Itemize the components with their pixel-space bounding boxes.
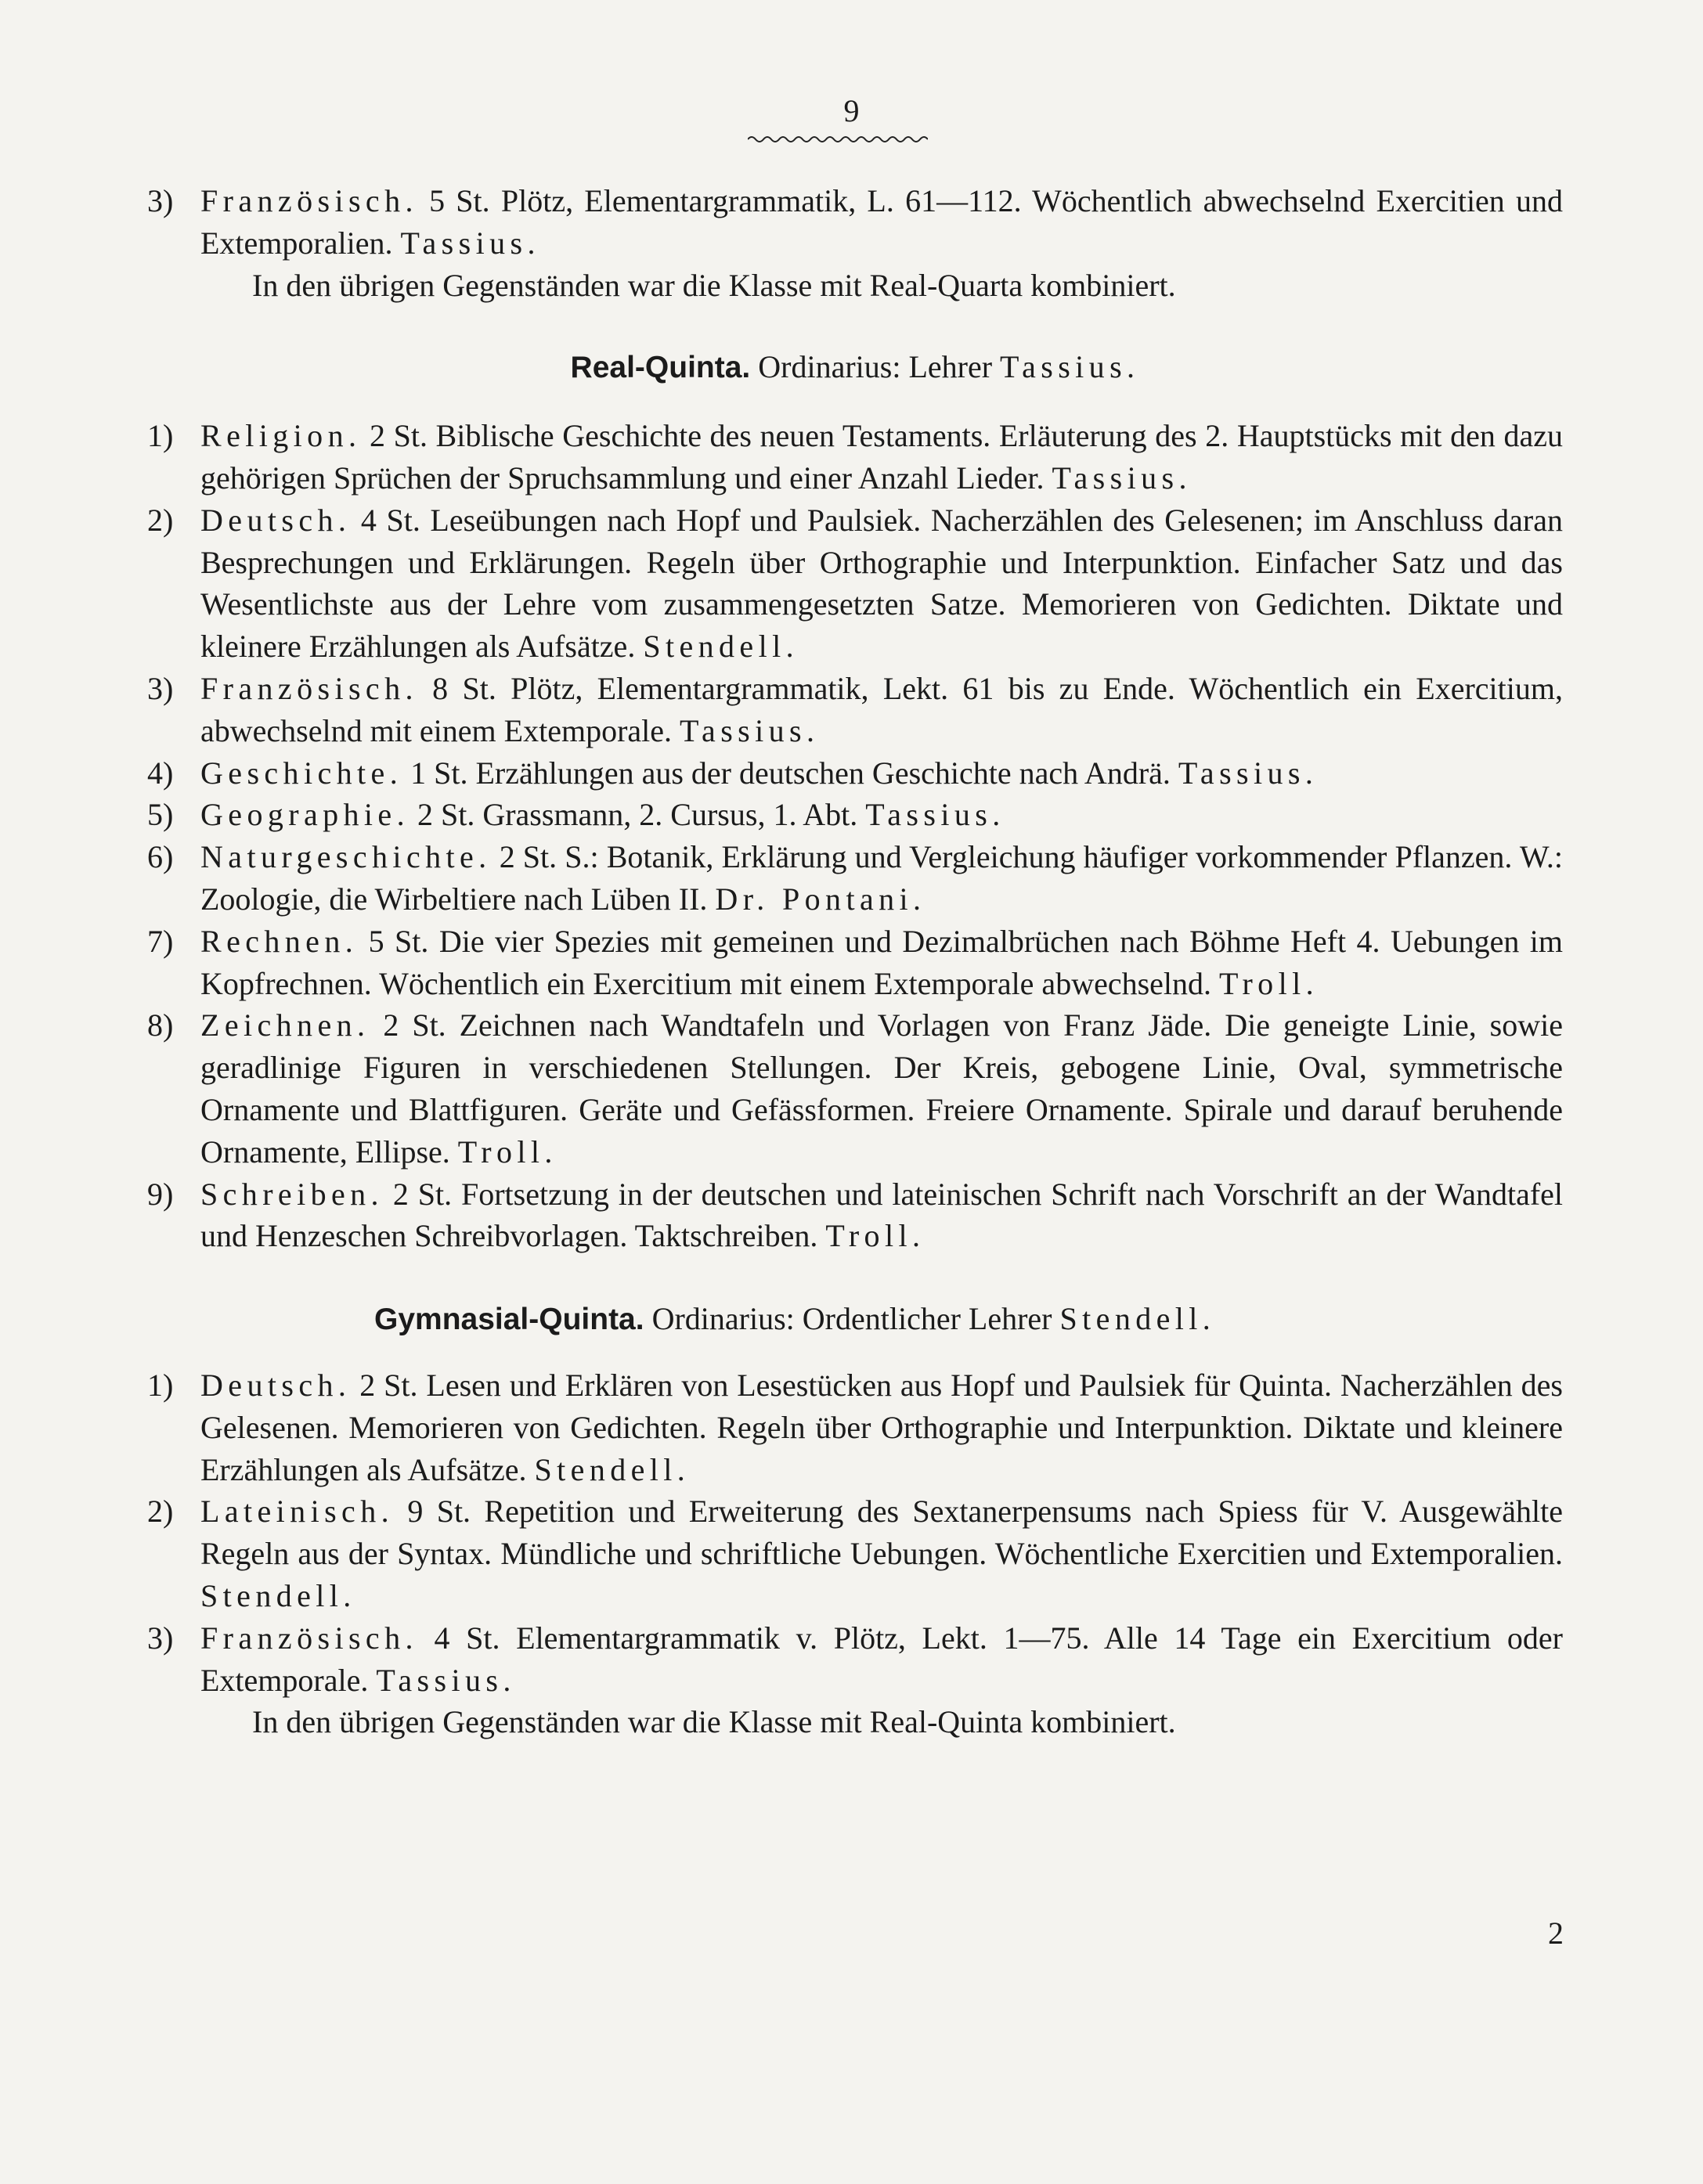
subject-name: Deutsch. [200,502,352,538]
intro-note: In den übrigen Gegenständen war die Klasse mit Real-Quarta kombiniert. [252,267,1176,303]
list-item [147,1173,1563,1258]
ornament-wavy-line [748,133,928,146]
section-list-real-quinta [147,415,1563,1257]
item-number: 1) [147,1367,174,1403]
teacher-name: Tassius. [1052,460,1192,496]
subject-name: Zeichnen. [200,1007,370,1043]
item-text: 9 St. Repetition und Erweiterung des Sextanerpensums nach Spiess für V. Ausgewählte Regeln aus der Syntax. Mündliche und schriftliche Uebungen. Wöchentliche Exercitien und Extemporalien. [200,1494,1564,1572]
list-item [147,1490,1563,1616]
subject-name: Rechnen. [200,923,359,959]
item-number: 9) [147,1176,174,1212]
item-text: 2 St. Biblische Geschichte des neuen Testaments. Erläuterung des 2. Hauptstücks mit den dazu gehörigen Sprüchen der Spruchsammlung und einer Anzahl Lieder. [200,418,1563,496]
list-item [147,415,1563,499]
item-text: 5 St. Die vier Spezies mit gemeinen und Dezimalbrüchen nach Böhme Heft 4. Uebungen im Kopfrechnen. Wöchentlich ein Exercitium mit einem Extemporale abwechselnd. [200,923,1563,1001]
list-item [147,1617,1563,1702]
page-number: 9 [843,93,860,128]
item-text: 2 St. Grassmann, 2. Cursus, 1. Abt. [417,797,858,833]
item-text: 4 St. Leseübungen nach Hopf und Paulsiek. Nacherzählen des Gelesenen; im Anschluss daran Besprechungen und Erklärungen. Regeln über Orthographie und Interpunktion. Einfacher Satz und das Wesentlichste aus der Lehre vom zusammengesetzten Satze. Memorieren von Gedichten. Diktate und kleinere Erzählungen als Aufsätze. [200,502,1563,665]
item-number: 6) [147,839,174,875]
section-title: Real-Quinta. [570,351,751,385]
subject-name: Geographie. [200,797,410,833]
teacher-name: Tassius. [680,712,820,748]
teacher-name: Tassius. [376,1662,516,1698]
item-number: 4) [147,755,174,791]
list-item [147,1364,1563,1490]
subject-name: Lateinisch. [200,1494,395,1530]
list-item [147,752,1563,795]
item-text: 1 St. Erzählungen aus der deutschen Geschichte nach Andrä. [410,755,1171,791]
item-text: 2 St. S.: Botanik, Erklärung und Vergleichung häufiger vorkommender Pflanzen. W.: Zoologie, die Wirbeltiere nach Lüben II. [200,839,1564,917]
section-list-gymnasial-quinta [147,1364,1563,1701]
item-number: 3) [147,1620,174,1656]
subject-name: Geschichte. [200,755,403,791]
teacher-name: Tassius. [400,225,540,261]
ordinarius-name: Stendell. [1059,1301,1216,1337]
teacher-name: Tassius. [865,797,1005,833]
item-number: 2) [147,502,174,538]
teacher-name: Dr. Pontani. [715,881,926,917]
list-item [147,499,1563,668]
subject-name: Französisch. [200,183,418,218]
item-text: 2 St. Lesen und Erklären von Lesestücken aus Hopf und Paulsiek für Quinta. Nacherzählen des Gelesenen. Memorieren von Gedichten. Regeln über Orthographie und Interpunktion. Diktate und kleinere Erzählungen als Aufsätze. [200,1367,1563,1487]
ordinarius-name: Tassius. [1000,349,1140,385]
item-text: 2 St. Fortsetzung in der deutschen und lateinischen Schrift nach Vorschrift an der Wandtafel und Henzeschen Schreibvorlagen. Taktschreiben. [200,1176,1564,1254]
item-text: 5 St. Plötz, Elementargrammatik, L. 61—112. Wöchentlich abwechselnd [429,183,1366,218]
subject-name: Schreiben. [200,1176,384,1212]
section-heading-gymnasial-quinta [147,1298,1563,1341]
subject-name: Religion. [200,418,362,454]
item-text: 8 St. Plötz, Elementargrammatik, Lekt. 61 bis zu Ende. Wöchentlich ein Exercitium, abwechselnd mit einem Extemporale. [200,670,1564,748]
item-number: 3) [147,670,174,706]
item-text: 2 St. Zeichnen nach Wandtafeln und Vorlagen von Franz Jäde. Die geneigte Linie, sowie geradlinige Figuren in verschiedenen Stellungen. Der Kreis, gebogene Linie, Oval, symmetrische Ornamente und Blattfiguren. Geräte und Gefässformen. Freiere Ornamente. Spirale und darauf beruhende Ornamente, Ellipse. [200,1007,1564,1169]
subject-name: Deutsch. [200,1367,352,1403]
closing-note: In den übrigen Gegenständen war die Klasse mit Real-Quinta kombiniert. [252,1704,1176,1740]
signature-mark: 2 [1548,1916,1564,1951]
list-item [147,836,1563,921]
subject-name: Naturgeschichte. [200,839,492,875]
teacher-name: Stendell. [200,1577,356,1613]
subject-name: Französisch. [200,1620,418,1656]
teacher-name: Troll. [457,1133,557,1169]
ordinarius-label: Ordinarius: Ordentlicher Lehrer [651,1301,1052,1337]
teacher-name: Tassius. [1178,755,1319,791]
intro-item [147,180,1563,265]
item-number: 2) [147,1494,174,1530]
teacher-name: Troll. [1219,965,1319,1001]
list-item [147,921,1563,1005]
list-item [147,668,1563,752]
page-content [147,180,1563,1743]
ordinarius-label: Ordinarius: Lehrer [758,349,993,385]
item-number: 7) [147,923,174,959]
item-number: 3) [147,183,174,218]
list-item [147,1004,1563,1173]
subject-name: Französisch. [200,670,418,706]
item-text: 4 St. Elementargrammatik v. Plötz, Lekt. 1—75. Alle 14 Tage ein Exercitium oder Extemporale. [200,1620,1564,1698]
item-text-cont: Exercitien und Extemporalien. [200,183,1564,261]
item-number: 5) [147,797,174,833]
section-heading-real-quinta [147,346,1563,389]
teacher-name: Troll. [825,1218,925,1254]
item-number: 1) [147,418,174,454]
list-item [147,794,1563,836]
teacher-name: Stendell. [643,629,799,665]
teacher-name: Stendell. [534,1451,691,1487]
item-number: 8) [147,1007,174,1043]
section-title: Gymnasial-Quinta. [374,1303,644,1337]
